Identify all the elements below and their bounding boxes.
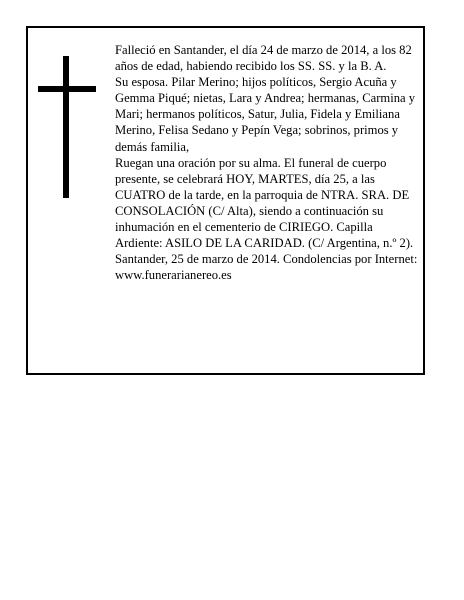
death-announcement: Falleció en Santander, el día 24 de marzo de 2014, a los 82 años de edad, habiendo recibido los SS. SS. y la B. A. (115, 43, 412, 74)
obituary-text (115, 42, 421, 283)
cross-vertical-bar (63, 56, 69, 198)
condolences-info: Santander, 25 de marzo de 2014. Condolencias por Internet: www.funerarianereo.es (115, 252, 418, 283)
family-list: Su esposa. Pilar Merino; hijos políticos, Sergio Acuña y Gemma Piqué; nietas, Lara y Andrea; hermanas, Carmina y Mari; hermanos políticos, Satur, Julia, Fidela y Emiliana Merino, Felisa Sedano y Pepín Vega; sobrinos, primos y demás familia, (115, 75, 416, 154)
cross-horizontal-bar (38, 86, 96, 92)
cross-icon (38, 56, 98, 198)
funeral-details: Ruegan una oración por su alma. El funeral de cuerpo presente, se celebrará HOY, MARTES, día 25, a las CUATRO de la tarde, en la parroquia de NTRA. SRA. DE CONSOLACIÓN (C/ Alta), siendo a continuación su inhumación en el cementerio de CIRIEGO. Capilla Ardiente: ASILO DE LA CARIDAD. (C/ Argentina, n.º 2). (115, 155, 414, 251)
obituary-notice (26, 26, 425, 375)
